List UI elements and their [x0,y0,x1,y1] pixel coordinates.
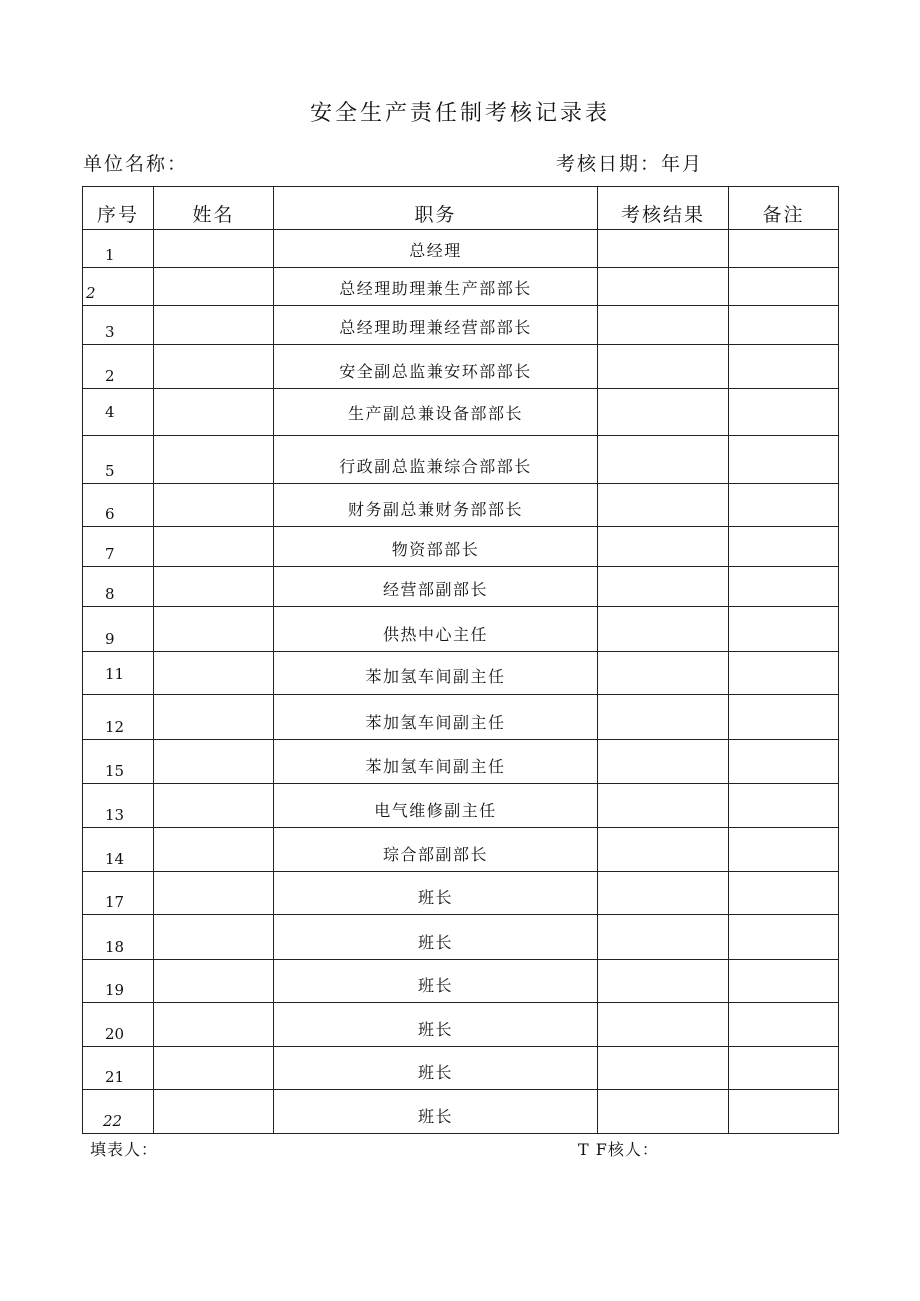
table-row [83,828,839,872]
row-name-cell[interactable] [154,306,274,345]
row-name-cell[interactable] [154,484,274,527]
row-name-cell[interactable] [154,828,274,872]
row-position: 班长 [274,1047,598,1090]
row-seq: 9 [83,607,154,652]
row-seq: 15 [83,740,154,784]
row-position: 电气维修副主任 [274,784,598,828]
table-row [83,915,839,960]
table-row [83,306,839,345]
header-position: 职务 [274,187,598,230]
row-remark-cell[interactable] [729,484,839,527]
row-seq: 8 [83,567,154,607]
row-name-cell[interactable] [154,695,274,740]
row-name-cell[interactable] [154,960,274,1003]
row-remark-cell[interactable] [729,828,839,872]
table-row [83,436,839,484]
row-name-cell[interactable] [154,389,274,436]
table-row [83,1090,839,1134]
row-remark-cell[interactable] [729,607,839,652]
row-remark-cell[interactable] [729,567,839,607]
row-remark-cell[interactable] [729,1047,839,1090]
row-seq: 5 [83,436,154,484]
row-result-cell[interactable] [598,960,729,1003]
row-position: 生产副总兼设备部部长 [274,389,598,436]
row-remark-cell[interactable] [729,695,839,740]
table-row [83,230,839,268]
row-position: 苯加氢车间副主任 [274,740,598,784]
table-row [83,740,839,784]
row-position: 总经理 [274,230,598,268]
row-position: 总经理助理兼经营部部长 [274,306,598,345]
row-remark-cell[interactable] [729,306,839,345]
row-remark-cell[interactable] [729,389,839,436]
row-position: 苯加氢车间副主任 [274,652,598,695]
row-result-cell[interactable] [598,567,729,607]
row-name-cell[interactable] [154,740,274,784]
row-seq: 19 [83,960,154,1003]
row-result-cell[interactable] [598,1090,729,1134]
row-remark-cell[interactable] [729,960,839,1003]
reviewer-label: T F核人： [578,1140,659,1159]
row-position: 总经理助理兼生产部部长 [274,268,598,306]
row-remark-cell[interactable] [729,872,839,915]
row-result-cell[interactable] [598,484,729,527]
row-remark-cell[interactable] [729,1090,839,1134]
row-result-cell[interactable] [598,1047,729,1090]
unit-name-label: 单位名称： [83,153,189,175]
row-name-cell[interactable] [154,607,274,652]
row-position: 经营部副部长 [274,567,598,607]
page-title: 安全生产责任制考核记录表 [309,101,610,126]
row-position: 琮合部副部长 [274,828,598,872]
row-seq: 17 [83,872,154,915]
row-name-cell[interactable] [154,230,274,268]
row-name-cell[interactable] [154,345,274,389]
row-name-cell[interactable] [154,436,274,484]
row-name-cell[interactable] [154,567,274,607]
row-position: 财务副总兼财务部部长 [274,484,598,527]
row-seq: 4 [83,389,154,436]
table-header-row [83,187,839,230]
table-row [83,345,839,389]
table-row [83,1047,839,1090]
row-name-cell[interactable] [154,784,274,828]
row-remark-cell[interactable] [729,436,839,484]
row-result-cell[interactable] [598,268,729,306]
row-seq: 2 [83,268,154,306]
row-position: 班长 [274,1090,598,1134]
row-result-cell[interactable] [598,784,729,828]
table-row [83,527,839,567]
row-remark-cell[interactable] [729,652,839,695]
table-row [83,268,839,306]
row-position: 班长 [274,915,598,960]
row-remark-cell[interactable] [729,784,839,828]
row-name-cell[interactable] [154,915,274,960]
row-position: 行政副总监兼综合部部长 [274,436,598,484]
table-row [83,872,839,915]
table-row [83,484,839,527]
row-remark-cell[interactable] [729,268,839,306]
filler-label: 填表人： [90,1140,159,1159]
table-row [83,695,839,740]
row-result-cell[interactable] [598,915,729,960]
table-row [83,567,839,607]
header-result: 考核结果 [598,187,729,230]
row-remark-cell[interactable] [729,915,839,960]
row-name-cell[interactable] [154,1047,274,1090]
row-result-cell[interactable] [598,740,729,784]
row-result-cell[interactable] [598,1003,729,1047]
row-seq: 3 [83,306,154,345]
table-row [83,1003,839,1047]
table-row [83,607,839,652]
row-result-cell[interactable] [598,695,729,740]
row-result-cell[interactable] [598,389,729,436]
row-result-cell[interactable] [598,607,729,652]
row-remark-cell[interactable] [729,230,839,268]
row-seq: 13 [83,784,154,828]
row-result-cell[interactable] [598,436,729,484]
row-remark-cell[interactable] [729,740,839,784]
header-seq: 序号 [83,187,154,230]
row-remark-cell[interactable] [729,345,839,389]
table-row [83,389,839,436]
row-name-cell[interactable] [154,1003,274,1047]
row-seq: 21 [83,1047,154,1090]
row-result-cell[interactable] [598,345,729,389]
table-row [83,784,839,828]
row-position: 安全副总监兼安环部部长 [274,345,598,389]
row-result-cell[interactable] [598,527,729,567]
assessment-table [82,186,839,1134]
table-row [83,960,839,1003]
row-remark-cell[interactable] [729,1003,839,1047]
table-row [83,652,839,695]
header-remark: 备注 [729,187,839,230]
row-seq: 22 [83,1090,154,1134]
row-seq: 2 [83,345,154,389]
row-position: 班长 [274,872,598,915]
row-seq: 18 [83,915,154,960]
row-seq: 12 [83,695,154,740]
row-name-cell[interactable] [154,872,274,915]
row-result-cell[interactable] [598,652,729,695]
row-position: 物资部部长 [274,527,598,567]
row-result-cell[interactable] [598,828,729,872]
row-seq: 7 [83,527,154,567]
row-seq: 1 [83,230,154,268]
row-position: 苯加氢车间副主任 [274,695,598,740]
row-result-cell[interactable] [598,872,729,915]
row-position: 供热中心主任 [274,607,598,652]
row-seq: 20 [83,1003,154,1047]
row-name-cell[interactable] [154,527,274,567]
row-seq: 14 [83,828,154,872]
row-result-cell[interactable] [598,306,729,345]
header-name: 姓名 [154,187,274,230]
row-seq: 6 [83,484,154,527]
row-position: 班长 [274,960,598,1003]
row-seq: 11 [83,652,154,695]
row-name-cell[interactable] [154,268,274,306]
row-name-cell[interactable] [154,652,274,695]
row-remark-cell[interactable] [729,527,839,567]
row-name-cell[interactable] [154,1090,274,1134]
row-position: 班长 [274,1003,598,1047]
row-result-cell[interactable] [598,230,729,268]
assessment-date-label: 考核日期：年月 [556,153,704,175]
